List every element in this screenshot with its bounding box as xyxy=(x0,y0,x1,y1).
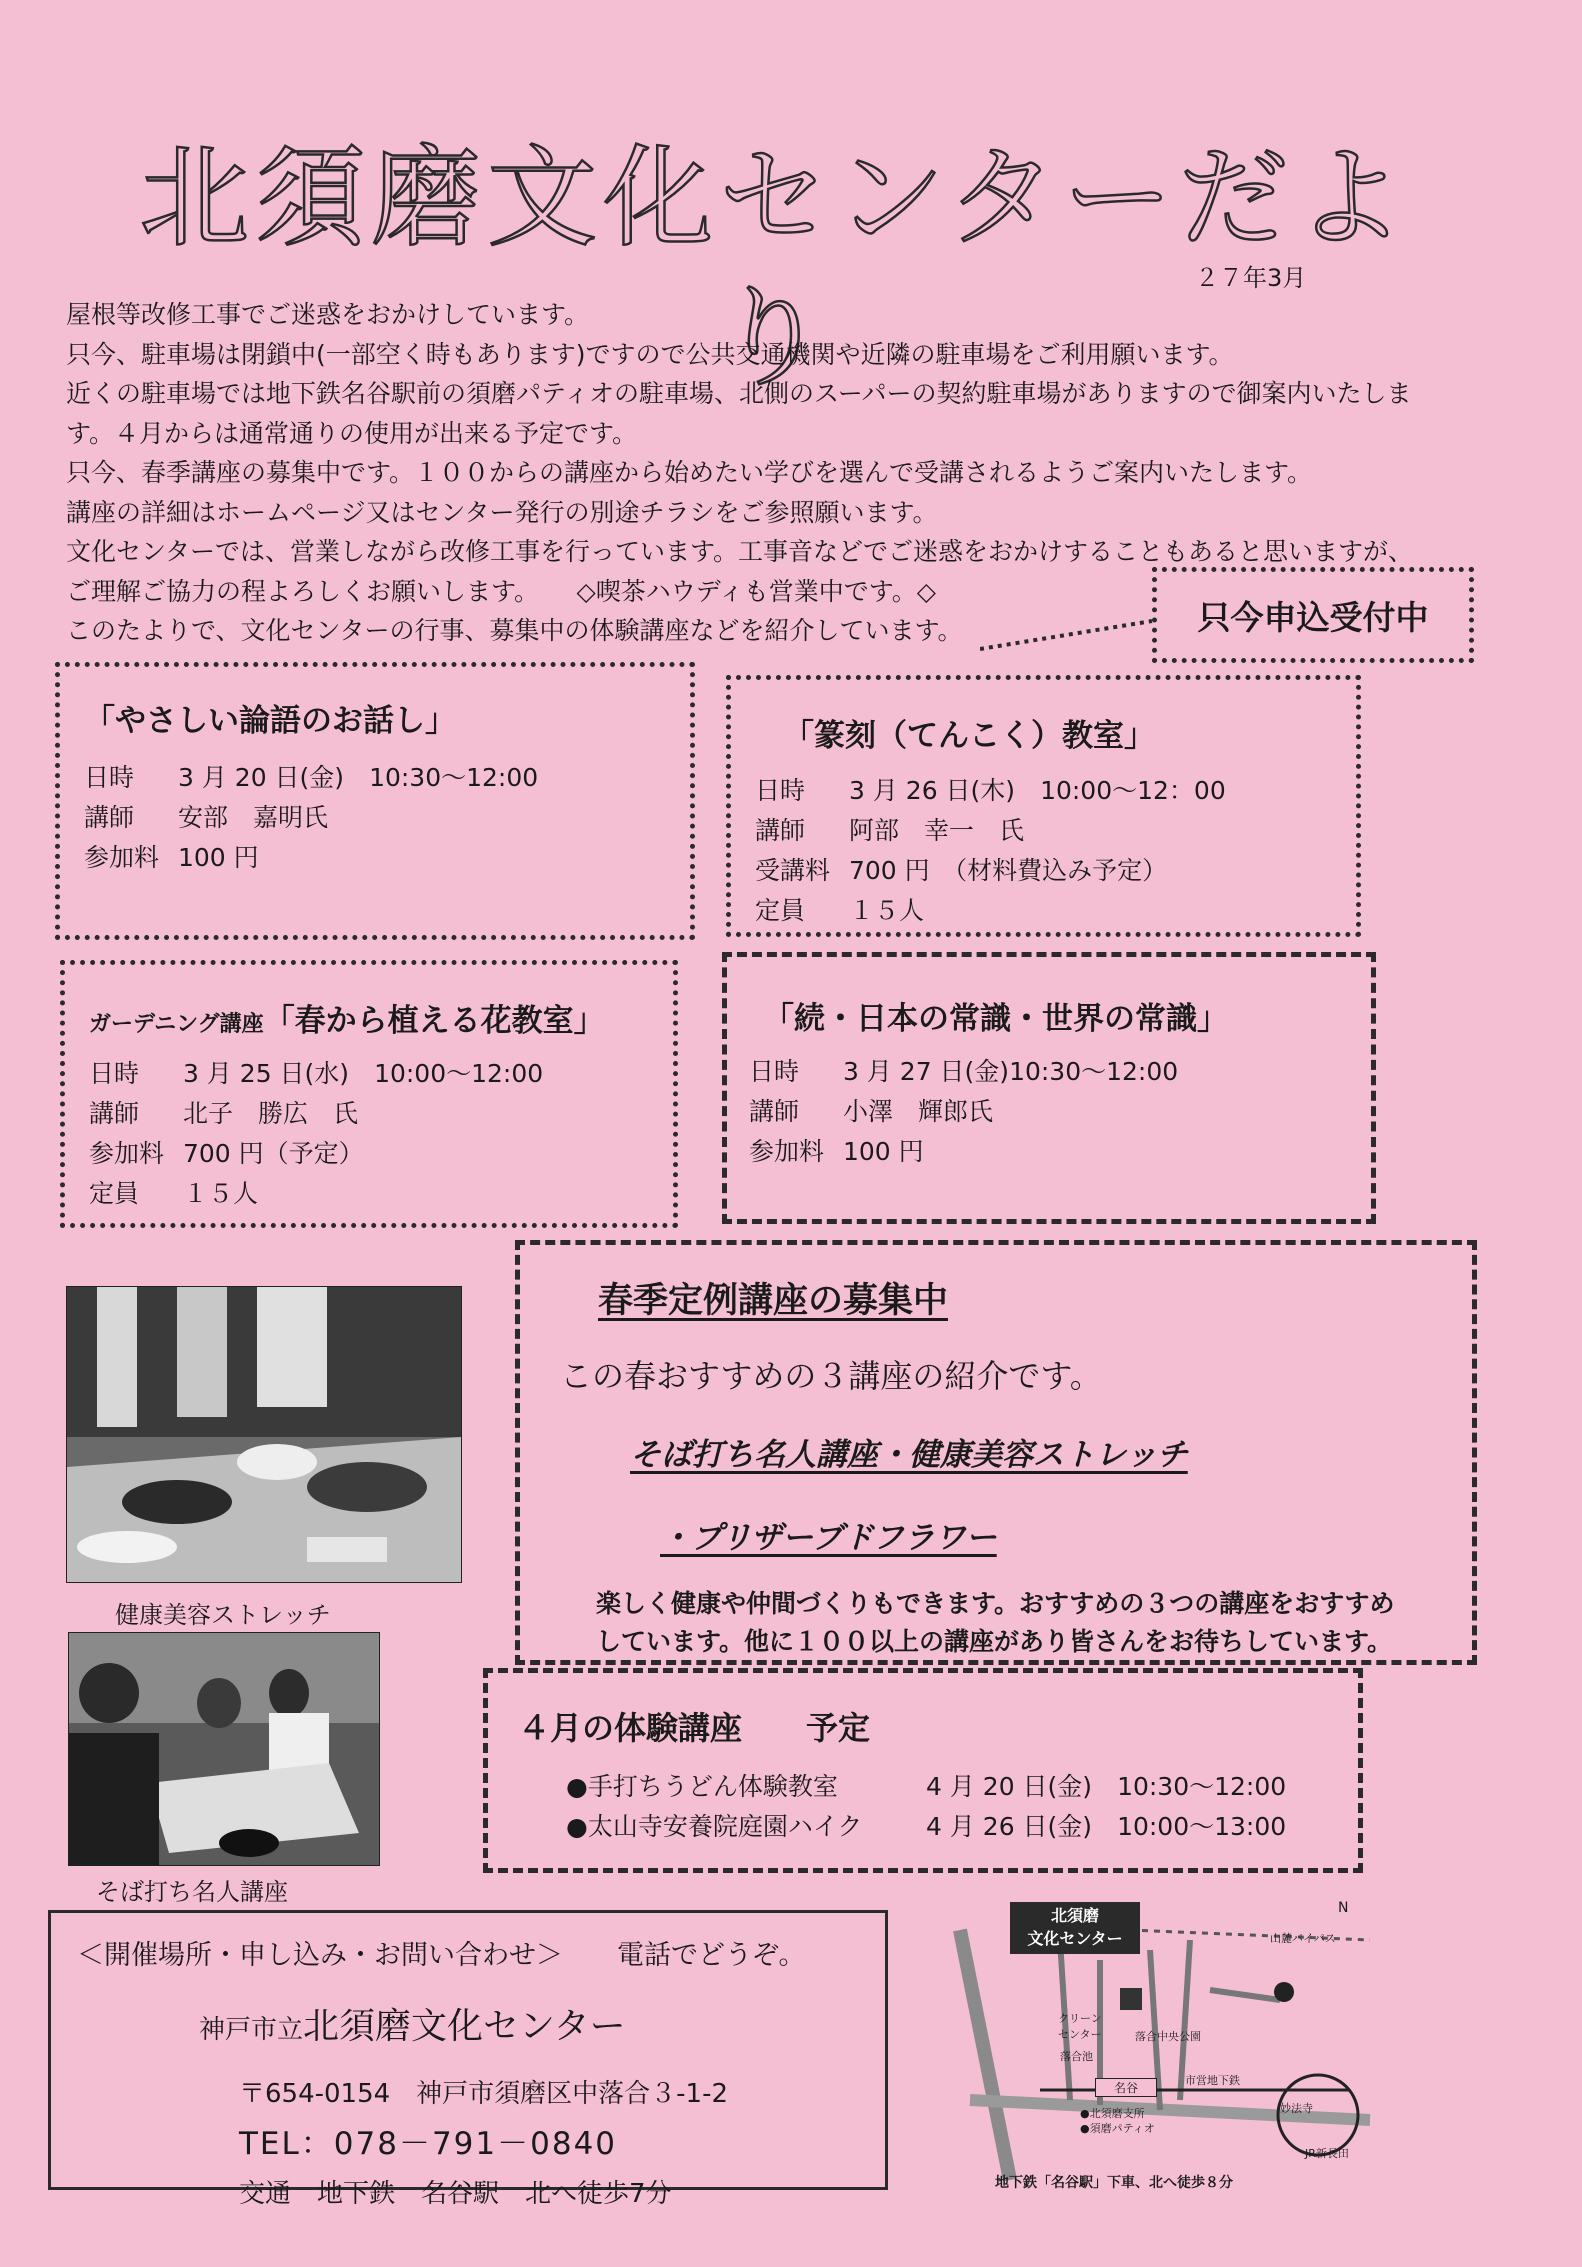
map-clean-center: クリーン センター xyxy=(1058,2012,1102,2041)
map-shin-nagata: JR新長田 xyxy=(1305,2147,1349,2160)
spring-courses-line: そば打ち名人講座・健康美容ストレッチ xyxy=(630,1437,1188,1473)
photo-caption-stretch: 健康美容ストレッチ xyxy=(115,1601,331,1629)
contact-address: 〒654-0154 神戸市須磨区中落合３-1-2 xyxy=(239,2079,729,2109)
event-box-rongo xyxy=(55,662,695,940)
event-row-fee: 参加料 700 円（予定） xyxy=(89,1139,364,1168)
stretch-photo-image xyxy=(67,1287,461,1582)
event-title: 「続・日本の常識・世界の常識」 xyxy=(763,1001,1228,1037)
intro-line: す。４月からは通常通りの使用が出来る予定です。 xyxy=(66,418,638,448)
event-row-date: 日時 3 月 27 日(金)10:30～12:00 xyxy=(749,1057,1179,1086)
april-courses-box xyxy=(483,1668,1363,1873)
page-title: 北須磨文化センターだより xyxy=(139,134,1411,402)
event-row-fee: 受講料 700 円 （材料費込み予定） xyxy=(755,856,1168,885)
intro-line: 屋根等改修工事でご迷惑をおかけしています。 xyxy=(66,300,590,329)
map-branch: ●北須磨支所 xyxy=(1080,2107,1145,2120)
contact-access: 交通 地下鉄 名谷駅 北へ徒歩7分 xyxy=(239,2179,672,2209)
intro-line: 只今、駐車場は閉鎖中(一部空く時もあります)ですので公共交通機関や近隣の駐車場をご利用願います。 xyxy=(66,339,1234,369)
intro-line: 文化センターでは、営業しながら改修工事を行っています。工事音などでご迷惑をおかけすることもあると思いますが、 xyxy=(66,537,1414,566)
map-park: 落合中央公園 xyxy=(1135,2030,1201,2043)
soba-photo xyxy=(68,1632,380,1866)
apply-now-callout: 只今申込受付中 xyxy=(1152,567,1474,663)
contact-heading: ＜開催場所・申し込み・お問い合わせ＞ 電話でどうぞ。 xyxy=(77,1940,806,1971)
event-row-date: 日時 3 月 20 日(金) 10:30～12:00 xyxy=(84,763,539,792)
event-box-common-sense xyxy=(722,952,1376,1224)
spring-heading: 春季定例講座の募集中 xyxy=(598,1281,949,1321)
event-row-lecturer: 講師 安部 嘉明氏 xyxy=(84,803,329,832)
event-row-fee: 参加料 100 円 xyxy=(84,843,259,872)
map-bypass: 山麓バイパス xyxy=(1270,1932,1336,1945)
map-north: N xyxy=(1338,1900,1349,1916)
event-row-lecturer: 講師 小澤 輝郎氏 xyxy=(749,1097,994,1126)
map-patio: ●須磨パティオ xyxy=(1080,2122,1155,2135)
event-prefix: ガーデニング講座 xyxy=(89,1012,264,1037)
map-footer: 地下鉄「名谷駅」下車、北へ徒歩８分 xyxy=(995,2175,1233,2191)
org-prefix: 神戸市立 xyxy=(199,2015,304,2045)
contact-tel: TEL：078－791－0840 xyxy=(239,2126,618,2162)
event-title: 「やさしい論語のお話し」 xyxy=(84,703,456,739)
event-row-capacity: 定員 １５人 xyxy=(755,896,925,925)
april-heading: ４月の体験講座 予定 xyxy=(518,1709,871,1747)
spring-courses-box xyxy=(515,1240,1477,1665)
contact-box xyxy=(48,1910,888,2209)
intro-line: 只今、春季講座の募集中です。１００からの講座から始めたい学びを選んで受講されるようご案内いたします。 xyxy=(66,458,1313,487)
map-station: 名谷 xyxy=(1095,2078,1157,2097)
event-title: ガーデニング講座「春から植える花教室」 xyxy=(89,1003,605,1039)
access-map xyxy=(950,1900,1380,2200)
intro-line: このたよりで、文化センターの行事、募集中の体験講座などを紹介しています。 xyxy=(66,616,963,645)
map-pond: 落合池 xyxy=(1060,2050,1093,2063)
intro-line: 講座の詳細はホームページ又はセンター発行の別途チラシをご参照願います。 xyxy=(66,497,938,527)
contact-org xyxy=(199,1998,885,2049)
event-row-lecturer: 講師 北子 勝広 氏 xyxy=(89,1099,359,1128)
intro-line: ご理解ご協力の程よろしくお願いします。 ◇喫茶ハウディも営業中です。◇ xyxy=(66,576,936,606)
spring-note-line: しています。他に１００以上の講座があり皆さんをお待ちしています。 xyxy=(596,1627,1393,1656)
issue-date: ２７年3月 xyxy=(1195,264,1307,292)
spring-note-line: 楽しく健康や仲間づくりもできます。おすすめの３つの講座をおすすめ xyxy=(596,1589,1395,1618)
intro-line: 近くの駐車場では地下鉄名谷駅前の須磨パティオの駐車場、北側のスーパーの契約駐車場がありますので御案内いたしま xyxy=(66,379,1412,408)
map-center-label: 北須磨 文化センター xyxy=(1027,1906,1123,1948)
event-title: 「篆刻（てんこく）教室」 xyxy=(783,718,1155,754)
april-item: ●太山寺安養院庭園ハイク 4 月 26 日(金) 10:00～13:00 xyxy=(566,1812,1287,1841)
spring-lead: この春おすすめの３講座の紹介です。 xyxy=(560,1357,1102,1395)
event-box-tenkoku xyxy=(726,675,1361,937)
spring-note xyxy=(596,1585,1432,1661)
photo-caption-soba: そば打ち名人講座 xyxy=(96,1878,288,1906)
soba-photo-image xyxy=(69,1633,379,1865)
event-row-date: 日時 3 月 26 日(木) 10:00～12：00 xyxy=(755,776,1226,805)
event-row-fee: 参加料 100 円 xyxy=(749,1137,924,1166)
event-box-gardening xyxy=(60,960,678,1228)
stretch-photo xyxy=(66,1286,462,1583)
map-subway: 市営地下鉄 xyxy=(1185,2074,1240,2087)
spring-courses-line: ・プリザーブドフラワー xyxy=(660,1520,997,1556)
april-item: ●手打ちうどん体験教室 4 月 20 日(金) 10:30～12:00 xyxy=(566,1772,1287,1801)
event-row-date: 日時 3 月 25 日(水) 10:00～12:00 xyxy=(89,1059,544,1088)
org-name: 北須磨文化センター xyxy=(303,2006,626,2047)
map-myohoji: 妙法寺 xyxy=(1280,2102,1313,2115)
event-row-capacity: 定員 １５人 xyxy=(89,1179,259,1208)
event-row-lecturer: 講師 阿部 幸一 氏 xyxy=(755,816,1025,845)
callout-leader xyxy=(980,615,1155,655)
